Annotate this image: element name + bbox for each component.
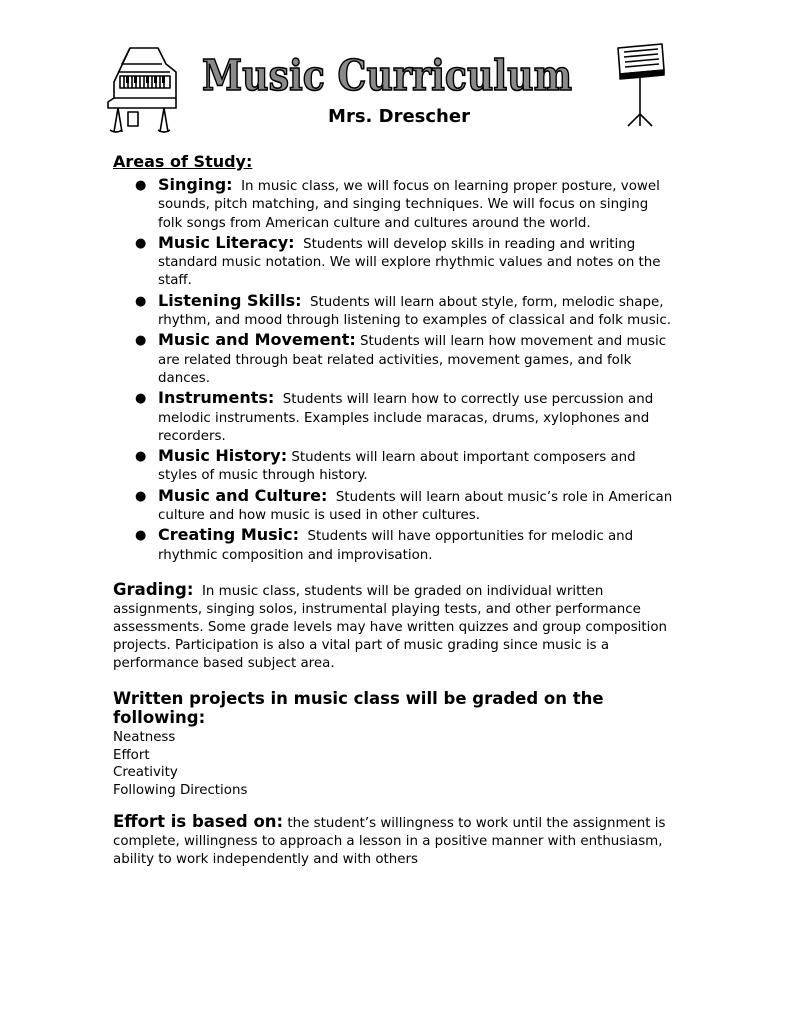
bullet-icon: ● xyxy=(135,235,147,251)
list-item xyxy=(113,526,673,565)
page-header xyxy=(0,0,768,140)
list-item xyxy=(113,292,673,331)
item-term: Creating Music: xyxy=(158,525,300,545)
grading-paragraph xyxy=(113,581,673,673)
document-body xyxy=(113,152,673,869)
bullet-icon: ● xyxy=(135,449,147,465)
effort-text: the student’s willingness to work until the assignment is complete, willingness to approach a lesson in a positive manner with enthusiasm, ability to work independently and with others xyxy=(113,816,666,868)
item-text: Students will develop skills in reading and writing standard music notation. We will explore rhythmic values and notes on the staff. xyxy=(158,236,661,289)
bullet-icon: ● xyxy=(135,391,147,407)
item-term: Music History: xyxy=(158,446,288,466)
item-text: Students will have opportunities for melodic and rhythmic composition and improvisation. xyxy=(158,529,634,563)
teacher-name: Mrs. Drescher xyxy=(328,106,470,127)
banner-title xyxy=(196,44,578,106)
criteria-list xyxy=(113,729,673,799)
list-item xyxy=(113,487,673,526)
item-text: Students will learn about style, form, melodic shape, rhythm, and mood through listening to examples of classical and folk music. xyxy=(158,294,672,329)
item-text: Students will learn how movement and music are related through beat related activities, movement games, and folk dances. xyxy=(158,334,667,386)
item-term: Music Literacy: xyxy=(158,232,295,252)
grading-lead: Grading: xyxy=(113,579,194,599)
item-term: Music and Culture: xyxy=(158,485,328,505)
bullet-icon: ● xyxy=(135,528,147,544)
item-text: Students will learn about music’s role in American culture and how music is used in other cultures. xyxy=(158,489,673,524)
bullet-icon: ● xyxy=(135,333,147,349)
bullet-icon: ● xyxy=(135,488,147,504)
list-item xyxy=(113,447,673,486)
item-term: Listening Skills: xyxy=(158,290,302,310)
item-term: Music and Movement: xyxy=(158,330,356,350)
list-item xyxy=(113,331,673,388)
written-projects-heading: Written projects in music class will be graded on the following: xyxy=(113,688,604,727)
criteria-item: Creativity xyxy=(113,765,178,781)
bullet-icon: ● xyxy=(135,178,147,193)
effort-paragraph xyxy=(113,813,673,869)
areas-list xyxy=(113,176,673,565)
criteria-item: Effort xyxy=(113,747,150,763)
criteria-item: Neatness xyxy=(113,729,176,745)
item-text: Students will learn about important composers and styles of music through history. xyxy=(158,450,636,484)
criteria-item: Following Directions xyxy=(113,782,248,798)
list-item xyxy=(113,389,673,446)
effort-lead: Effort is based on: xyxy=(113,812,284,832)
grading-text: In music class, students will be graded on individual written assignments, singing solos, instrumental playing tests, and other performance assessments. Some grade levels may have written quizzes and group composition projects. Participation is also a vital part of music grading since music is a performance based subject area. xyxy=(113,583,668,671)
item-term: Singing: xyxy=(158,175,233,194)
list-item xyxy=(113,234,673,291)
item-text: In music class, we will focus on learning proper posture, vowel sounds, pitch matching, and singing techniques. We will focus on singing folk songs from American culture and cultures around the world. xyxy=(158,179,660,231)
item-text: Students will learn how to correctly use percussion and melodic instruments. Examples include maracas, drums, xylophones and recorders. xyxy=(158,392,654,444)
bullet-icon: ● xyxy=(135,293,147,309)
item-term: Instruments: xyxy=(158,388,275,408)
areas-heading: Areas of Study: xyxy=(113,152,253,171)
svg-text:Music Curriculum: Music Curriculum xyxy=(202,51,572,100)
list-item xyxy=(113,176,673,233)
